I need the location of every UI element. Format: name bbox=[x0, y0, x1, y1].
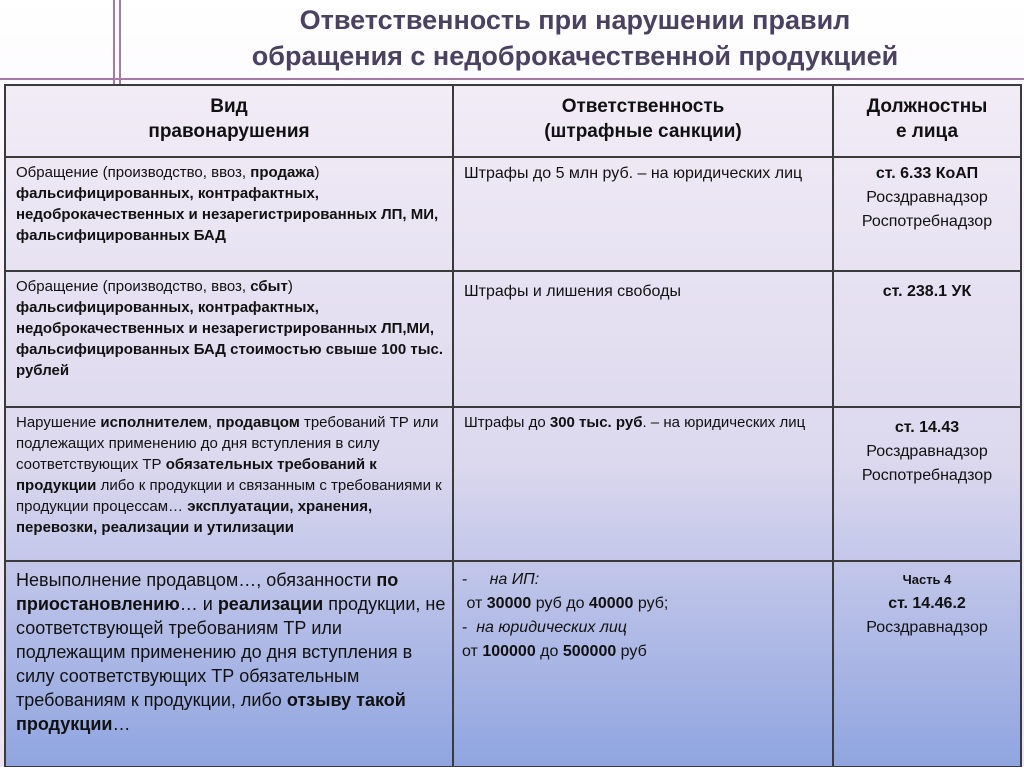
table-row bbox=[5, 407, 1021, 561]
header-label: Ответственность bbox=[561, 96, 725, 117]
table-row bbox=[5, 561, 1021, 767]
decorative-vertical-line bbox=[113, 0, 115, 88]
agency-name: Роспотребнадзор bbox=[861, 467, 993, 484]
violation-cell: Невыполнение продавцом…, обязанности по приостановлению… и реализации продукции, не соответствующей требованиям ТР или подлежащим применению до дня вступления в силу соответствующих ТР обязательным требованиям к продукции, либо отзыву такой продукции… bbox=[5, 561, 453, 767]
article-part: Часть 4 bbox=[902, 572, 952, 587]
slide-title bbox=[130, 2, 1020, 74]
article-ref: ст. 6.33 КоАП bbox=[875, 165, 979, 182]
violation-cell: Обращение (производство, ввоз, сбыт) фальсифицированных, контрафактных, недоброкачественных и незарегистрированных ЛП,МИ, фальсифицированных БАД стоимостью свыше 100 тыс. рублей bbox=[5, 271, 453, 407]
officials-cell bbox=[833, 407, 1021, 561]
sanction-line-ip-amount: от 30000 руб до 40000 руб; bbox=[466, 595, 669, 612]
officials-cell bbox=[833, 157, 1021, 271]
decorative-horizontal-line bbox=[0, 78, 1024, 80]
table-row bbox=[5, 271, 1021, 407]
sanction-cell bbox=[453, 561, 833, 767]
violation-cell: Обращение (производство, ввоз, продажа) фальсифицированных, контрафактных, недоброкачественных и незарегистрированных ЛП, МИ, фальсифицированных БАД bbox=[5, 157, 453, 271]
header-violation-type bbox=[5, 85, 453, 157]
header-label: е лица bbox=[895, 121, 959, 142]
title-line-2: обращения с недоброкачественной продукцией bbox=[251, 41, 899, 71]
title-line-1: Ответственность при нарушении правил bbox=[299, 5, 851, 35]
header-label: Вид bbox=[210, 96, 248, 117]
agency-name: Росздравнадзор bbox=[866, 619, 988, 636]
violation-cell: Нарушение исполнителем, продавцом требований ТР или подлежащих применению до дня вступления в силу соответствующих ТР обязательных требований к продукции либо к продукции и связанным с требованиями к продукции процессам… эксплуатации, хранения, перевозки, реализации и утилизации bbox=[5, 407, 453, 561]
agency-name: Росздравнадзор bbox=[866, 443, 988, 460]
article-ref: ст. 14.46.2 bbox=[888, 595, 966, 612]
decorative-vertical-line bbox=[119, 0, 121, 88]
article-ref: ст. 14.43 bbox=[894, 419, 960, 436]
header-responsibility bbox=[453, 85, 833, 157]
agency-name: Роспотребнадзор bbox=[861, 213, 993, 230]
sanction-cell: Штрафы до 300 тыс. руб. – на юридических лиц bbox=[453, 407, 833, 561]
article-ref: ст. 238.1 УК bbox=[882, 283, 972, 300]
sanction-line-legal-label: - на юридических лиц bbox=[462, 619, 627, 636]
header-label: правонарушения bbox=[148, 121, 310, 142]
sanction-line-ip-label: - на ИП: bbox=[462, 571, 540, 588]
sanction-cell: Штрафы и лишения свободы bbox=[453, 271, 833, 407]
officials-cell bbox=[833, 271, 1021, 407]
sanction-line-legal-amount: от 100000 до 500000 руб bbox=[462, 643, 647, 660]
table-header-row bbox=[5, 85, 1021, 157]
header-label: (штрафные санкции) bbox=[544, 121, 742, 142]
header-label: Должностны bbox=[866, 96, 988, 117]
header-officials bbox=[833, 85, 1021, 157]
officials-cell bbox=[833, 561, 1021, 767]
agency-name: Росздравнадзор bbox=[866, 189, 988, 206]
table-row bbox=[5, 157, 1021, 271]
responsibility-table bbox=[4, 84, 1022, 767]
sanction-cell: Штрафы до 5 млн руб. – на юридических лиц bbox=[453, 157, 833, 271]
